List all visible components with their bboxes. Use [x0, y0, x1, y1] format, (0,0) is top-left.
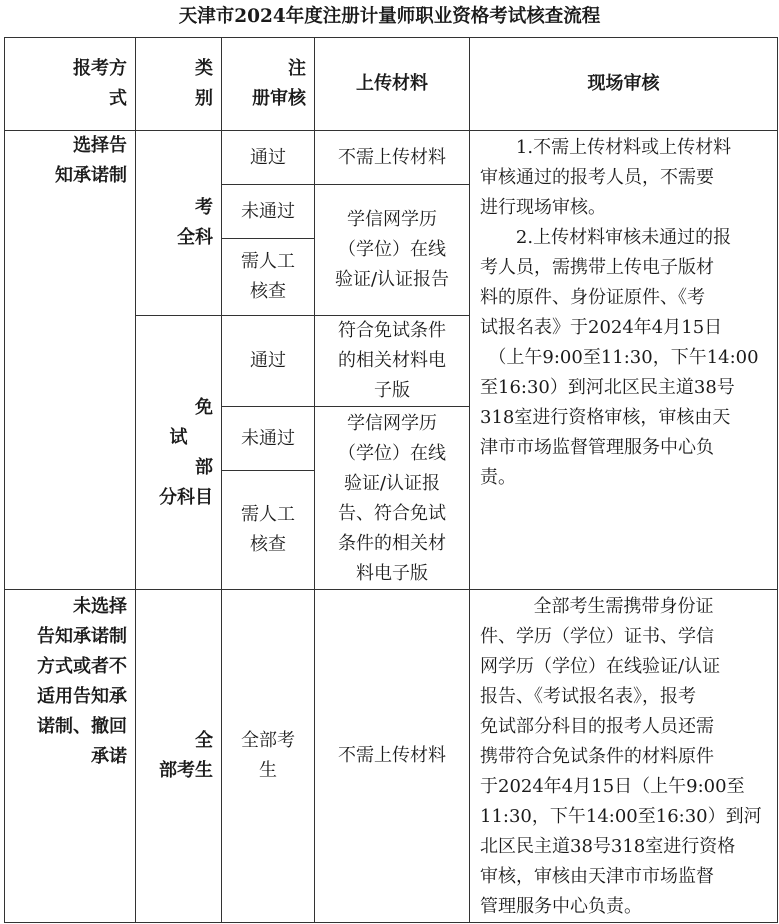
process-table	[4, 37, 778, 923]
upload-none: 不需上传材料	[315, 590, 470, 923]
upload-xuexin-and-exempt: 学信网学历 （学位）在线 验证/认证报 告、符合免试 条件的相关材 料电子版	[315, 407, 470, 590]
status-pass: 通过	[222, 131, 315, 185]
upload-none: 不需上传材料	[315, 131, 470, 185]
header-upload: 上传材料	[315, 38, 470, 131]
status-fail: 未通过	[222, 407, 315, 471]
table-row	[5, 590, 778, 923]
category-full-subjects: 考 全科	[136, 131, 222, 316]
mode-commitment: 选择告 知承诺制	[5, 131, 136, 590]
onsite-paragraph-1: 1.不需上传材料或上传材料 审核通过的报考人员，不需要 进行现场审核。	[480, 137, 732, 218]
upload-exempt-materials: 符合免试条件 的相关材料电 子版	[315, 316, 470, 407]
upload-xuexin-report: 学信网学历 （学位）在线 验证/认证报告	[315, 185, 470, 316]
status-manual-check: 需人工 核查	[222, 471, 315, 590]
onsite-paragraph-2: 2.上传材料审核未通过的报 考人员，需携带上传电子版材 料的原件、身份证原件、《考 试报名表》于2024年4月15日 （上午9:00至11:30，下午14:00 至16:30）到河北区民主道38号 318室进行资格审核，审核由天 津市市场监督管理服务中心负 责。	[480, 227, 759, 488]
header-onsite: 现场审核	[470, 38, 778, 131]
table-row	[5, 131, 778, 185]
header-registration: 注 册审核	[222, 38, 315, 131]
table-header-row	[5, 38, 778, 131]
header-category: 类 别	[136, 38, 222, 131]
mode-no-commitment: 未选择 告知承诺制 方式或者不 适用告知承 诺制、撤回 承诺	[5, 590, 136, 923]
status-fail: 未通过	[222, 185, 315, 239]
onsite-review-commitment	[470, 131, 778, 590]
status-manual-check: 需人工 核查	[222, 239, 315, 316]
category-exempt-subjects: 免 试 部 分科目	[136, 316, 222, 590]
status-pass: 通过	[222, 316, 315, 407]
page-title: 天津市2024年度注册计量师职业资格考试核查流程	[178, 6, 601, 27]
header-mode: 报考方 式	[5, 38, 136, 131]
onsite-review-all: 全部考生需携带身份证 件、学历（学位）证书、学信 网学历（学位）在线验证/认证 报告、《考试报名表》，报考 免试部分科目的报考人员还需 携带符合免试条件的材料原件 于2024年4月15日（上午9:00至 11:30，下午14:00至16:30）到河 北区民主道38号318室进行资格 审核，审核由天津市市场监督 管理服务中心负责。	[470, 590, 778, 923]
category-all-candidates: 全 部考生	[136, 590, 222, 923]
registration-all-candidates: 全部考 生	[222, 590, 315, 923]
